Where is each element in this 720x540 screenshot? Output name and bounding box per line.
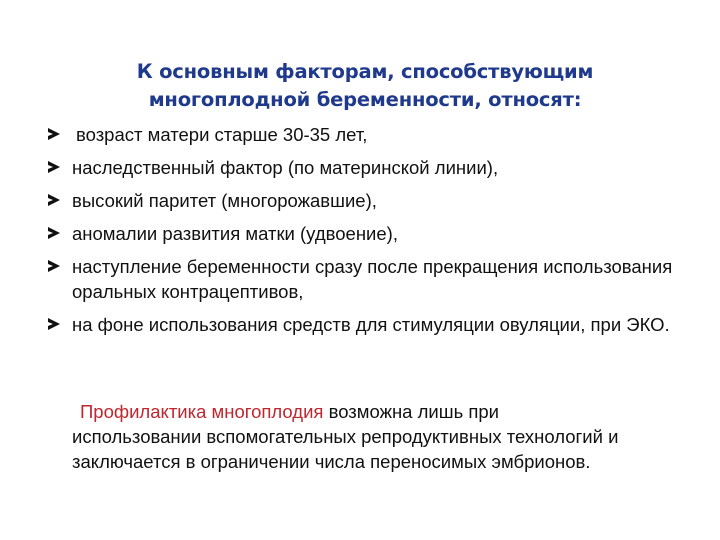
arrow-bullet-icon xyxy=(48,227,60,239)
slide-title-line-1: К основным факторам, способствующим xyxy=(136,60,594,83)
arrow-bullet-icon xyxy=(48,318,60,330)
list-item xyxy=(46,312,686,337)
list-item-text: высокий паритет (многорожавшие), xyxy=(72,190,377,211)
list-item xyxy=(46,188,686,213)
prophylaxis-paragraph xyxy=(72,399,632,474)
list-item xyxy=(46,122,686,147)
list-item-text: возраст матери старше 30-35 лет, xyxy=(76,124,368,145)
list-item-text: наследственный фактор (по материнской линии), xyxy=(72,157,499,178)
prophylaxis-text: возможна лишь при использовании вспомогательных репродуктивных технологий и заключается в ограничении числа переносимых эмбрионов. xyxy=(72,401,619,472)
slide-title xyxy=(110,58,620,114)
list-item xyxy=(46,221,686,246)
arrow-bullet-icon xyxy=(48,128,60,140)
slide-title-line-2: многоплодной беременности, относят: xyxy=(148,88,582,111)
prophylaxis-highlight: Профилактика многоплодия xyxy=(80,401,324,422)
list-item-text: аномалии развития матки (удвоение), xyxy=(72,223,398,244)
arrow-bullet-icon xyxy=(48,194,60,206)
list-item xyxy=(46,155,686,180)
arrow-bullet-icon xyxy=(48,260,60,272)
arrow-bullet-icon xyxy=(48,161,60,173)
list-item-text: на фоне использования средств для стимуляции овуляции, при ЭКО. xyxy=(72,314,670,335)
list-item xyxy=(46,254,686,304)
list-item-text: наступление беременности сразу после прекращения использования оральных контрацептивов, xyxy=(72,256,673,302)
risk-factors-list xyxy=(46,122,686,345)
